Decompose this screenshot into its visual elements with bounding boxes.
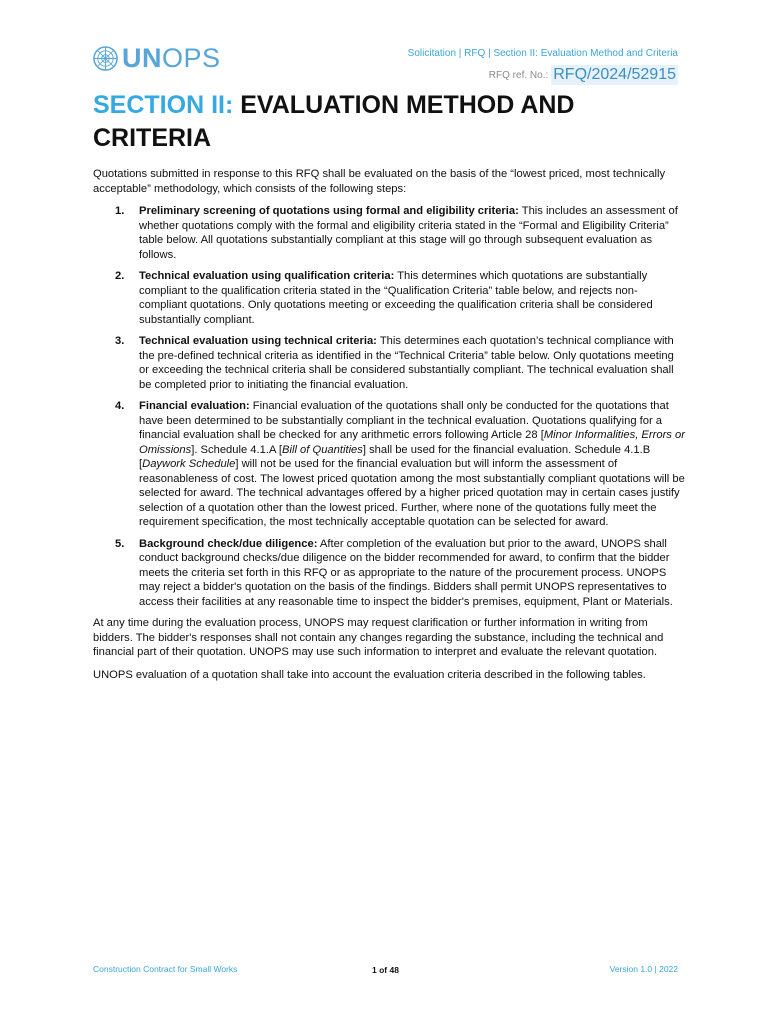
step-text: This determines which quotations are substantially compliant to the qualification criteria stated in the “Qualification Criteria” table below, and rejects non-compliant quotations. Only quotations meeting or exceeding the qualification criteria shall be considered substantially compliant. (139, 270, 653, 326)
list-item (93, 537, 685, 610)
footer-version: Version 1.0 | 2022 (609, 964, 678, 974)
step-text: This determines each quotation’s technical compliance with the pre-defined technical criteria as identified in the “Technical Criteria” table below. Only quotations meeting or exceeding the technical criteria shall be considered substantially compliant. The technical evaluation shall be completed prior to initiating the financial evaluation. (139, 335, 674, 391)
document-body (93, 167, 685, 690)
step-text: After completion of the evaluation but prior to the award, UNOPS shall conduct background checks/due diligence on the bidder recommended for award, to confirm that the bidder meets the criteria set forth in this RFQ or as appropriate to the nature of the procurement process. UNOPS may reject a bidder's quotation on the basis of the findings. Bidders shall permit UNOPS representatives to access their facilities at any reasonable time to inspect the bidder's premises, equipment, Plant or Materials. (139, 537, 673, 608)
logo-ops: OPS (162, 43, 221, 73)
step-number: 3. (115, 335, 125, 347)
rfq-ref-label: RFQ ref. No.: (488, 69, 549, 81)
logo-un: UN (122, 43, 162, 73)
step-number: 5. (115, 537, 125, 550)
step-reference: Bill of Quantities (282, 443, 363, 456)
list-item (93, 204, 685, 262)
step-label: Technical evaluation using technical criteria: (139, 335, 377, 347)
step-text: ] shall be used for the financial evaluation. Schedule 4.1.B [ (139, 443, 651, 470)
step-label: Technical evaluation using qualification criteria: (139, 270, 395, 282)
step-reference: Minor Informalities, Errors or Omissions (139, 429, 685, 456)
step-text: ] will not be used for the financial evaluation but will inform the assessment of reasonableness of cost. The lowest priced quotation among the most substantially compliant quotations will be selected for award. The technical advantages offered by a higher priced quotation may in certain cases justify selection of a quotation other than the lowest priced. Further, where none of the quotations fully meet the requirement specification, the most technically acceptable quotation can be selected for award. (139, 458, 685, 528)
intro-paragraph: Quotations submitted in response to this RFQ shall be evaluated on the basis of the “lowest priced, most technically acceptable” methodology, which consists of the following steps: (93, 168, 666, 195)
step-reference: Daywork Schedule (142, 458, 236, 470)
list-item (93, 399, 685, 530)
unops-logo (93, 45, 221, 71)
step-label: Preliminary screening of quotations using formal and eligibility criteria: (139, 205, 519, 217)
page-number: 1 of 48 (372, 965, 399, 975)
section-name: EVALUATION METHOD AND CRITERIA (93, 91, 575, 152)
document-header-info (408, 48, 678, 85)
rfq-reference (408, 65, 678, 85)
page-title (93, 89, 693, 155)
step-text: ]. Schedule 4.1.A [ (191, 443, 283, 456)
list-item (93, 334, 685, 392)
rfq-ref-value: RFQ/2024/52915 (553, 66, 676, 83)
evaluation-steps (93, 204, 685, 609)
section-number: SECTION II: (93, 91, 234, 119)
step-text: This includes an assessment of whether quotations comply with the formal and eligibility criteria stated in the “Formal and Eligibility Criteria” table below. All quotations substantially compliant at this stage will go through subsequent evaluation as follows. (139, 205, 678, 261)
step-number: 2. (115, 270, 125, 282)
step-text: Financial evaluation of the quotations shall only be conducted for the quotations that have been determined to be substantially compliant in the technical evaluation. Quotations qualifying for a financial evaluation shall be checked for any arithmetic errors following Article 28 [ (139, 400, 669, 441)
clarification-paragraph: At any time during the evaluation process, UNOPS may request clarification or further information in writing from bidders. The bidder's responses shall not contain any changes regarding the substance, including the technical and financial part of their quotation. UNOPS may use such information to interpret and evaluate the relevant quotation. (93, 617, 664, 658)
breadcrumb: Solicitation | RFQ | Section II: Evaluation Method and Criteria (407, 48, 678, 59)
step-label: Background check/due diligence: (139, 537, 318, 550)
step-number: 1. (115, 205, 125, 217)
step-number: 4. (115, 400, 125, 412)
logo-wordmark (122, 45, 221, 71)
footer-document-name: Construction Contract for Small Works (93, 964, 238, 974)
un-globe-icon (93, 46, 118, 71)
step-label: Financial evaluation: (139, 400, 250, 412)
list-item (93, 269, 685, 327)
tables-paragraph: UNOPS evaluation of a quotation shall take into account the evaluation criteria described in the following tables. (93, 668, 646, 681)
